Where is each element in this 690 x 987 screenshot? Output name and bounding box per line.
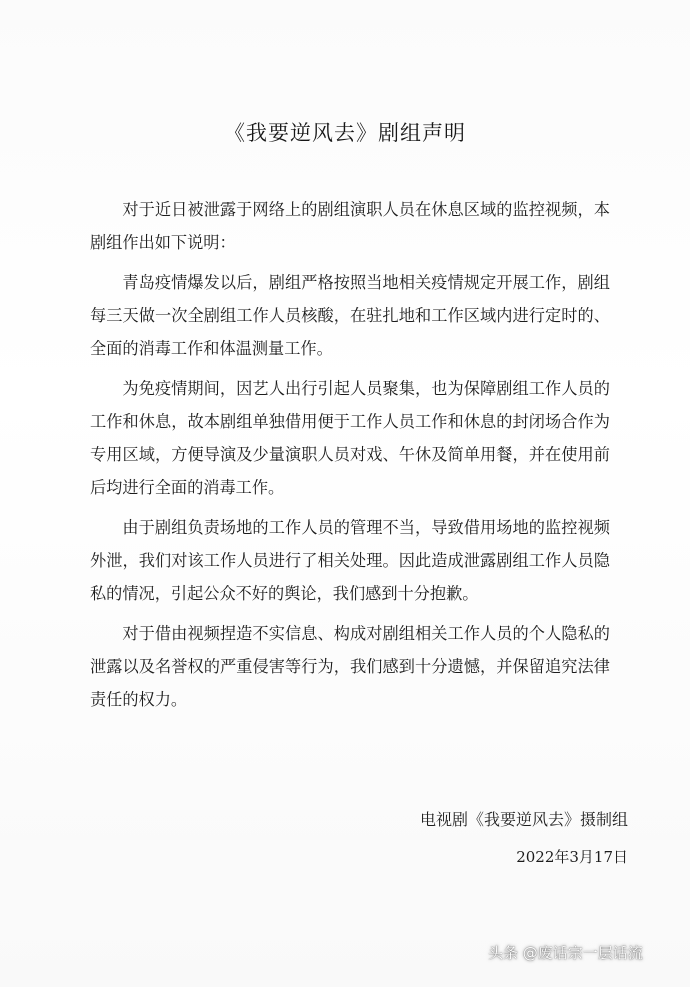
signature: 电视剧《我要逆风去》摄制组 (419, 810, 628, 829)
paragraph-epidemic-measures: 青岛疫情爆发以后，剧组严格按照当地相关疫情规定开展工作，剧组每三天做一次全剧组工作人员核酸，在驻扎地和工作区域内进行定时的、全面的消毒工作和体温测量工作。 (90, 273, 610, 358)
watermark: 头条 @废话宗一层话流 (488, 944, 643, 962)
paragraph-dedicated-area: 为免疫情期间，因艺人出行引起人员聚集，也为保障剧组工作人员的工作和休息，故本剧组单独借用便于工作人员工作和休息的封闭场合作为专用区域，方便导演及少量演职人员对戏、午休及简单用餐，并在使用前后均进行全面的消毒工作。 (90, 379, 610, 497)
paragraph-apology: 由于剧组负责场地的工作人员的管理不当，导致借用场地的监控视频外泄，我们对该工作人员进行了相关处理。因此造成泄露剧组工作人员隐私的情况，引起公众不好的舆论，我们感到十分抱歉。 (90, 518, 610, 603)
date: 2022年3月17日 (516, 848, 628, 866)
paragraph-legal-reservation: 对于借由视频捏造不实信息、构成对剧组相关工作人员的个人隐私的泄露以及名誉权的严重侵害等行为，我们感到十分遗憾，并保留追究法律责任的权力。 (90, 624, 610, 709)
paragraph-intro: 对于近日被泄露于网络上的剧组演职人员在休息区域的监控视频，本剧组作出如下说明： (90, 200, 610, 252)
document-title: 《我要逆风去》剧组声明 (224, 121, 466, 145)
document-body (90, 193, 610, 716)
